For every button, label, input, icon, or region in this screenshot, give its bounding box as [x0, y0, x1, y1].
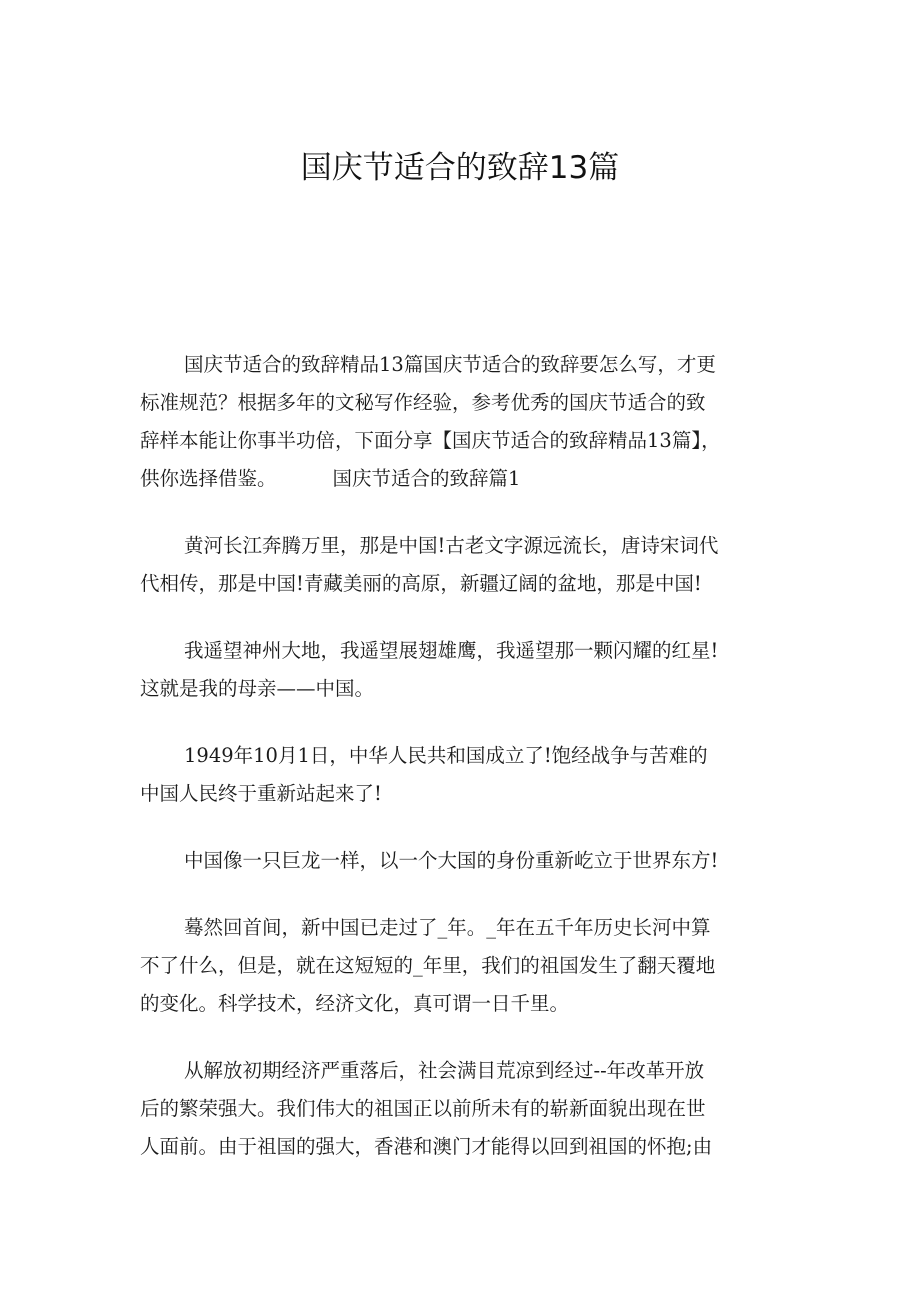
document-title: 国庆节适合的致辞13篇 — [300, 150, 620, 186]
text-line: 不了什么，但是，就在这短短的_年里，我们的祖国发生了翻天覆地 — [140, 954, 716, 977]
text-line: 的变化。科学技术，经济文化，真可谓一日千里。 — [140, 992, 570, 1015]
paragraph-gap — [140, 880, 780, 909]
section-heading: 国庆节适合的致辞篇1 — [332, 467, 521, 490]
paragraph — [140, 632, 780, 708]
paragraph-gap — [140, 1023, 780, 1052]
text-line: 这就是我的母亲——中国。 — [140, 677, 375, 700]
text-line: 后的繁荣强大。我们伟大的祖国正以前所未有的崭新面貌出现在世 — [140, 1097, 706, 1120]
text-line: 人面前。由于祖国的强大，香港和澳门才能得以回到祖国的怀抱;由 — [140, 1135, 713, 1158]
paragraph — [140, 1052, 780, 1166]
paragraph — [140, 842, 780, 880]
text-line: 从解放初期经济严重落后，社会满目荒凉到经过--年改革开放 — [184, 1059, 705, 1082]
paragraph-gap — [140, 813, 780, 842]
text-line: 代相传，那是中国!青藏美丽的高原，新疆辽阔的盆地，那是中国! — [140, 572, 702, 595]
text-line: 中国像一只巨龙一样，以一个大国的身份重新屹立于世界东方! — [184, 849, 719, 872]
text-line: 蓦然回首间，新中国已走过了_年。_年在五千年历史长河中算 — [184, 916, 711, 939]
text-line — [140, 460, 780, 498]
text-line: 标准规范？根据多年的文秘写作经验，参考优秀的国庆节适合的致 — [140, 391, 706, 414]
paragraph-gap — [140, 603, 780, 632]
paragraph-gap — [140, 498, 780, 527]
text-line: 中国人民终于重新站起来了! — [140, 782, 382, 805]
paragraph — [140, 527, 780, 603]
text-fragment: 供你选择借鉴。 — [140, 467, 277, 490]
paragraph-intro — [140, 346, 780, 498]
paragraph-gap — [140, 708, 780, 737]
text-line: 1949年10月1日，中华人民共和国成立了!饱经战争与苦难的 — [184, 744, 708, 767]
paragraph — [140, 737, 780, 813]
text-line: 我遥望神州大地，我遥望展翅雄鹰，我遥望那一颗闪耀的红星! — [184, 639, 719, 662]
text-line: 黄河长江奔腾万里，那是中国!古老文字源远流长，唐诗宋词代 — [184, 534, 719, 557]
paragraph — [140, 909, 780, 1023]
text-line: 国庆节适合的致辞精品13篇国庆节适合的致辞要怎么写，才更 — [184, 353, 716, 376]
text-line: 辞样本能让你事半功倍，下面分享【国庆节适合的致辞精品13篇】， — [140, 429, 721, 452]
document-body — [140, 346, 780, 1166]
